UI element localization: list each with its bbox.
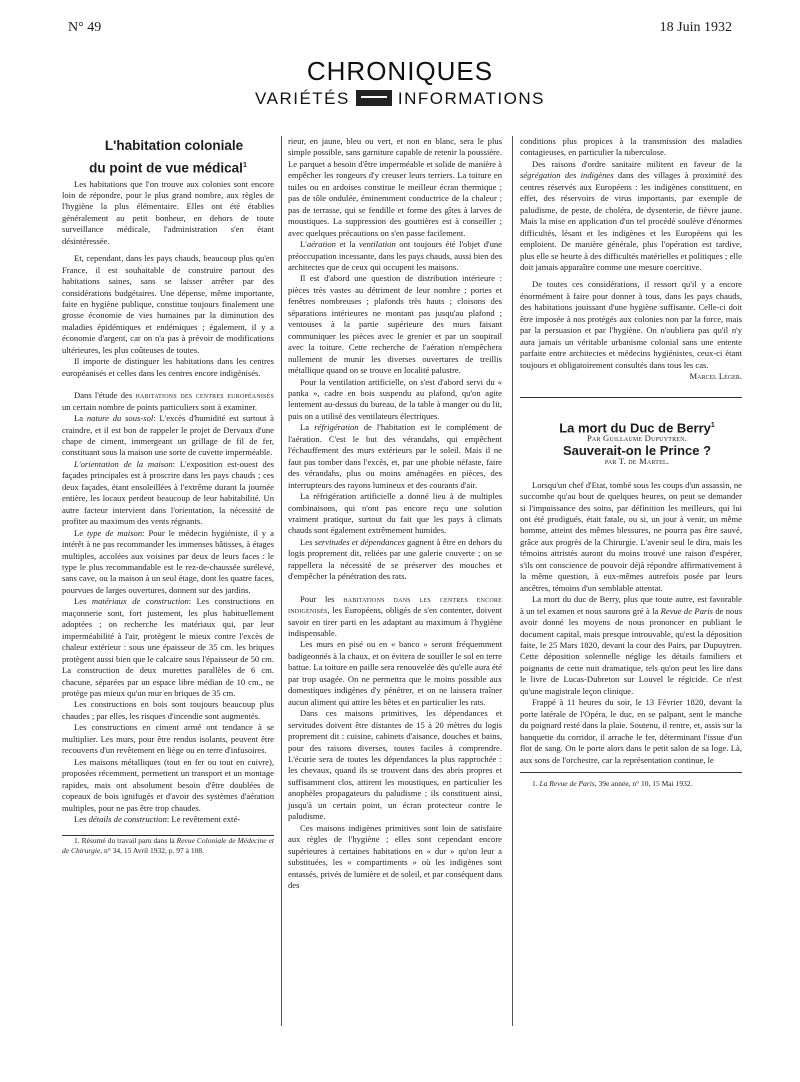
article-title bbox=[62, 136, 274, 179]
paragraph: Les servitudes et dépendances gagnent à être en dehors du logis proprement dit, reliées par une galerie couverte ; on se rappellera la nécessité de se préserver des mouches et d'empêcher la pénétration des rats. bbox=[288, 536, 502, 582]
masthead-varietes: VARIÉTÉS bbox=[255, 89, 350, 108]
paragraph: La mort du duc de Berry, plus que toute autre, est favorable à un tel examen et nous saurons gré à la Revue de Paris de nous avoir donné les moyens de nous prononcer en publiant le document capital, mais presque introuvable, qu'est la déposition faite, le 25 Mars 1820, devant la cour des Pairs, par Dupuytren. Cette déposition solennelle néglige les détails familiers et poignants de cette nuit dramatique, tels qu'on peut les lire dans le livre de Lucas-Dubreton sur Louvel le régicide. Ce n'est qu'une magistrale leçon clinique. bbox=[520, 594, 742, 696]
paragraph: Les matériaux de construction: Les constructions en maçonnerie sont, fort justement, les plus habituellement adoptées ; on recherche les matériaux qui, par leur imperméabilité à l'air, protègent le mieux contre l'excès de chaleur extérieur : sous une épaisseur de 35 cm. les briques protègent aussi bien que le calcaire sous l'épaisseur de 50 cm. La construction de deux murettes parallèles de 6 cm. chacune, séparées par un espace libre médian de 10 cm., ne protège pas mieux qu'un mur en briques de 35 cm. bbox=[62, 596, 274, 698]
column-3 bbox=[520, 136, 742, 789]
paragraph: Les habitations que l'on trouve aux colonies sont encore loin de répondre, pour le plus grand nombre, aux règles de l'hygiène la plus élémentaire. Elles ont été établies généralement au petit bonheur, en dehors de toute surveillance médicale, l'administration s'en étant désintéressée. bbox=[62, 178, 274, 246]
footnote-ref: 1 bbox=[242, 162, 247, 169]
masthead-title: CHRONIQUES bbox=[306, 56, 494, 86]
paragraph: Des raisons d'ordre sanitaire militent en faveur de la ségrégation des indigènes dans des villages à proximité des centres réservés aux Européens : les indigènes constituent, en effet, des réservoirs de virus importants, par exemple de paludisme, de peste, de choléra, de dysenterie, de fièvre jaune. Mais la mise en application d'un tel procédé soulève d'énormes difficultés, lésant et les indigènes et les Européens qui les emploient. De manière générale, plus l'opération est tardive, plus elle se heurte à des difficultés matérielles et politiques ; elle doit jamais apparaître comme une mesure coercitive. bbox=[520, 158, 743, 272]
masthead-informations: INFORMATIONS bbox=[397, 89, 545, 108]
footnote-ref: 1 bbox=[710, 421, 715, 429]
paragraph: Les constructions en ciment armé ont tendance à se multiplier. Les murs, pour être rendus isolants, peuvent être recouverts d'un revêtement en liège ou en terre d'infusoires. bbox=[62, 722, 274, 756]
paragraph: Frappé à 11 heures du soir, le 13 Février 1820, devant la porte latérale de l'Opéra, le duc, en se palpant, sent le manche du poignard resté dans la plaie. Soutenu, il rentre, et, assis sur la banquette du corridor, il arrache le fer, déterminant l'issue d'un flot de sang. On le porte alors dans le petit salon de sa loge. Là, aux sons de l'orchestre, car la représentation continue, le bbox=[520, 697, 742, 765]
column-divider bbox=[281, 136, 282, 1026]
paragraph: La nature du sous-sol: L'excès d'humidité est surtout à craindre, et il est bon de rappeler le projet de Dervaux d'une chape de ciment, immergeant un grillage de fil de fer, constituant sous la maison une sorte de cuvette imperméable. bbox=[62, 413, 274, 458]
paragraph: La réfrigération de l'habitation est le complément de l'aération. C'est le but des vérandahs, qui empêchent l'échauffement des murs extérieurs par le soleil. Mais il ne faut pas tomber dans l'excès, et, par une phobie néfaste, faire des vérandahs, plus ou moins aménagées en pièces, des interrupteurs des rayons lumineux et des courants d'air. bbox=[288, 422, 502, 490]
paragraph: Les maisons métalliques (tout en fer ou tout en cuivre), proposées récemment, permettent un transport et un montage rapides, mais ont absolument besoin d'être doublées de copeaux de bois ignifugés et d'avoir des systèmes d'aération multiples, pour ne pas être trop chaudes. bbox=[62, 756, 274, 813]
footnote: 1. La Revue de Paris, 39e année, n° 10, 15 Mai 1932. bbox=[532, 778, 693, 788]
footnote-rule bbox=[520, 772, 742, 773]
paragraph: Les murs en pisé ou en « banco » seront fréquemment badigeonnés à la chaux, et on évitera de souiller le sol en terre battue. La toiture en paille sera renouvelée dès qu'elle aura été par trop usagée. On ne permettra que le moins possible aux domestiques indigènes d'y pénétrer, et on ne laissera traîner aucun aliment qui attire les bêtes et en particulier les rats. bbox=[288, 639, 502, 707]
issue-number: N° 49 bbox=[68, 20, 102, 35]
paragraph: L'aération et la ventilation ont toujours été l'objet d'une préoccupation incessante, dans les pays chauds, aussi bien des architectes que de ceux qui occupent les maisons. bbox=[288, 239, 502, 272]
article-subtitle: Sauverait-on le Prince ? bbox=[562, 442, 712, 458]
ornament-icon bbox=[356, 90, 392, 106]
paragraph: L'orientation de la maison: L'exposition est-ouest des façades principales est à proscrire dans les pays chauds ; ces deux façades, étant ensoleillées à l'extrême durant la journée entière, les locaux perdent beaucoup de leur habitabilité. Un autre facteur intervient dans l'orientation, la nécessité de profiter au maximum des vents régnants. bbox=[62, 458, 274, 527]
column-divider bbox=[512, 136, 513, 1026]
title-line-2: du point de vue médical bbox=[89, 160, 243, 176]
paragraph: Lorsqu'un chef d'Etat, tombé sous les coups d'un assassin, ne succombe qu'au bout de quelques heures, on peut se demander si l'impuissance des soins, par définition les meilleurs, qui lui ont été prodigués, était fatale, ou si, un jour à venir, un même homme, atteint des mêmes blessures, ne pourra pas être sauvé, grâce aux progrès de la Chirurgie. L'avenir seul le dira, mais les témoins attristés auront du moins trouvé une raison d'espérer, s'ils ont conscience de pouvoir déjà répondre affirmativement à la même question, à eux-mêmes autrefois posée par leurs ancêtres, témoins d'un semblable attentat. bbox=[520, 479, 742, 593]
paragraph: Pour les habitations dans les centres encore indigénisés, les Européens, obligés de s'en contenter, doivent savoir en tirer parti en les adaptant au maximum à l'hygiène indispensable. bbox=[288, 593, 503, 639]
paragraph: Il est d'abord une question de distribution intérieure : pièces très vastes au détriment de leur nombre ; portes et fenêtres nombreuses ; plafonds très hauts ; cloisons des séparations intérieures ne montant pas jusqu'au plafond ; ventouses à la partie supérieure des murs faisant communiquer les pièces avec le grenier et par un soupirail avec la toiture. Cette recherche de l'aération n'empêchera nullement de munir les diverses ouvertures de treillis métallique quand on se trouve en localité palustre. bbox=[288, 273, 502, 376]
paragraph: La réfrigération artificielle a donné lieu à de multiples combinaisons, qui n'ont pas encore reçu une solution vraiment pratique, surtout du fait que les pays à climats chauds sont également extrêmement humides. bbox=[288, 491, 502, 536]
paragraph: Dans ces maisons primitives, les dépendances et servitudes doivent être distantes de 15 à 20 mètres du logis proprement dit : cuisine, cabinets d'aisance, douches et bains, pour des raisons diverses, toutes faciles à comprendre. L'écurie sera de toutes les dépendances la plus rapprochée : les chevaux, quand ils se trouvent dans des abris propres et suffisamment clos, attirent les moustiques, en particulier les anophèles propagateurs du paludisme ; ils constituent ainsi, jusqu'à un certain point, un écran protecteur contre le paludisme. bbox=[288, 708, 502, 822]
signature: Marcel Léger. bbox=[689, 371, 742, 382]
paragraph: Ces maisons indigènes primitives sont loin de satisfaire aux règles de l'hygiène ; elles sont cependant encore supérieures à certaines habitations en « dur » qu'on leur a substituées, les « compartiments » où les indigènes sont entassés, privés de lumière et de soleil, et par conséquent dans des bbox=[288, 822, 502, 890]
masthead bbox=[0, 56, 800, 109]
byline: Par Guillaume Dupuytren. bbox=[586, 433, 688, 444]
paragraph: Et, cependant, dans les pays chauds, beaucoup plus qu'en France, il est souhaitable de construire partout des habitations saines, sans se laisser arrêter par des considérations budgétaires. Une dépense, même importante, faite en hygiène publique, constitue toujours finalement une grosse économie de vies humaines par la diminution des maladies épidémiques et endémiques ; également, il y a économie d'argent, car on n'a pas à prévoir de modifications ultérieures, les plus coûteuses de toutes. bbox=[62, 253, 274, 355]
paragraph: Les constructions en bois sont toujours beaucoup plus chaudes ; par elles, les risques d'incendie sont augmentés. bbox=[62, 699, 274, 721]
paragraph: De toutes ces considérations, il ressort qu'il y a encore énormément à faire pour donner à tous, dans les pays chauds, des habitations jouissant d'une hygiène suffisante. Celle-ci doit être imposée à nos protégés aux colonies non par la force, mais par la persuasion et par l'hygiène. On n'oubliera pas qu'il n'y aura jamais un véritable urbanisme colonial sans une entente parfaite entre architectes et médecins hygiénistes, ceux-ci étant toujours et obligatoirement consultés dans tous les cas. bbox=[520, 279, 742, 370]
masthead-subtitle bbox=[0, 89, 800, 109]
paragraph: rieur, en jaune, bleu ou vert, et non en blanc, sera le plus simple possible, sans garniture capable de retenir la poussière. Le parquet a besoin d'être imperméable et solide de manière à empêcher les rongeurs d'y creuser leurs terriers. La toiture en tuiles ou en ardoises constitue le meilleur écran thermique ; pas de tôle ondulée, éminemment conductrice de la chaleur ; pas de terrasse, qui se fendille et forme des gîtes à larves de moustiques. La suppression des gouttières est à conseiller ; avec quelques précautions on s'en passe facilement. bbox=[288, 136, 502, 238]
byline: par T. de Martel. bbox=[604, 456, 670, 467]
paragraph: Il importe de distinguer les habitations dans les centres européanisés et celles dans les centres encore indigénisés. bbox=[62, 356, 274, 378]
footnote: 1. Résumé du travail paru dans la Revue Coloniale de Médecine et de Chirurgie, n° 34, 15 Avril 1932, p. 97 à 108. bbox=[62, 836, 275, 856]
paragraph: Pour la ventilation artificielle, on s'est d'abord servi du « panka », cadre en bois suspendu au plafond, qu'on agite lentement au-dessus du bureau, de la table à manger ou du lit, puis on a utilisé des ventilateurs électriques. bbox=[288, 376, 502, 421]
issue-date: 18 Juin 1932 bbox=[659, 20, 732, 35]
column-2 bbox=[288, 136, 502, 891]
paragraph: Le type de maison: Pour le médecin hygiéniste, il y a intérêt à ne pas recommander les immenses bâtisses, à étages multiples, accolées aux voisines par deux de leurs faces : le type le plus recommandable est le rez-de-chaussée surélevé, sans cave, ou la maison à un seul étage, dont les quatre faces, pourvues de larges ouvertures, donnent sur des jardins. bbox=[62, 527, 274, 595]
column-1 bbox=[62, 136, 274, 856]
paragraph: Dans l'étude des habitations des centres européanisés un certain nombre de points particuliers sont à examiner. bbox=[62, 390, 274, 412]
paragraph: Les détails de construction: Le revêtement exté- bbox=[74, 813, 241, 824]
paragraph: conditions plus propices à la transmission des maladies contagieuses, en particulier la tuberculose. bbox=[520, 136, 742, 158]
section-rule bbox=[520, 397, 742, 398]
article-title: La mort du Duc de Berry$^1$ bbox=[559, 419, 715, 435]
title-line-1: L'habitation coloniale bbox=[104, 138, 244, 153]
